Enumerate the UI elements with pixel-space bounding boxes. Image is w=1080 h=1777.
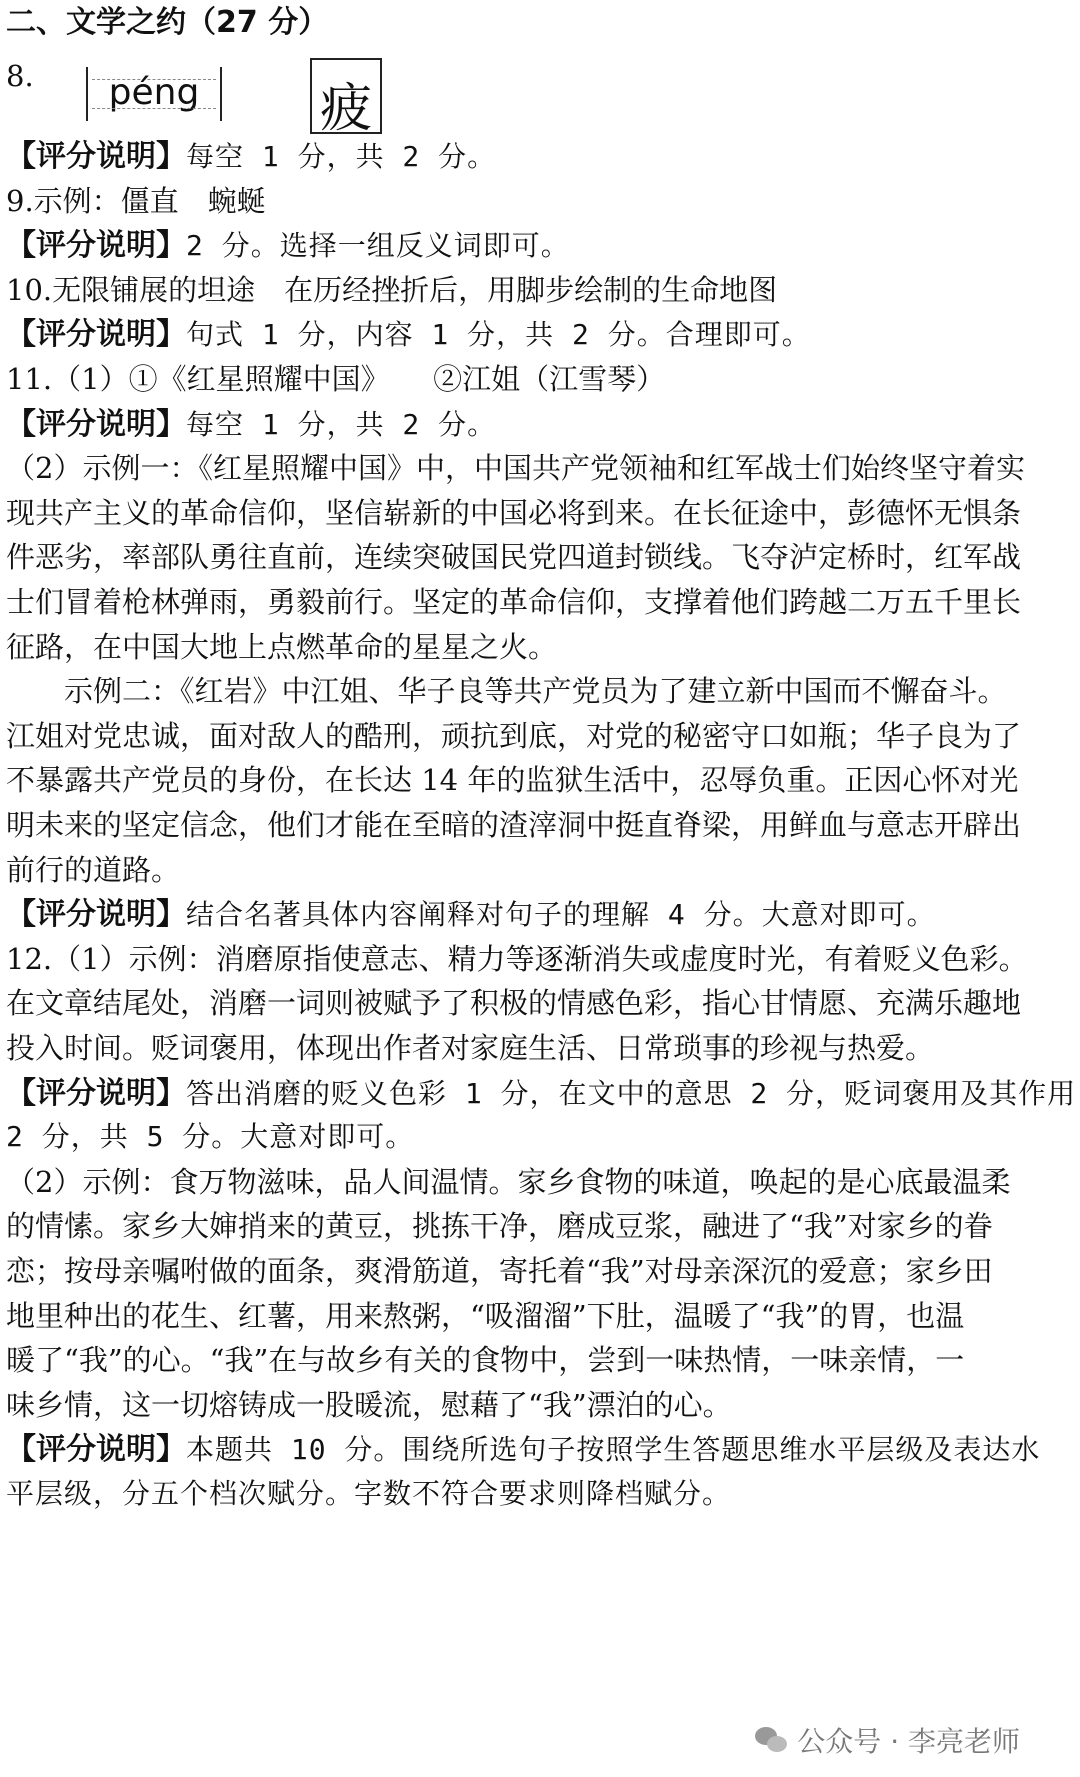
watermark xyxy=(755,1720,1020,1760)
answer-line: 10.无限铺展的坦途 在历经挫折后，用脚步绘制的生命地图 xyxy=(6,273,778,307)
pinyin-answer: péng xyxy=(108,72,200,113)
scoring-note-text: 每空 1 分，共 2 分。 xyxy=(186,140,497,173)
scoring-note-text: 结合名著具体内容阐释对句子的理解 4 分。大意对即可。 xyxy=(186,898,936,931)
answer-line: 士们冒着枪林弹雨，勇毅前行。坚定的革命信仰，支撑着他们跨越二万五千里长 xyxy=(6,585,1022,619)
answer-line: 地里种出的花生、红薯，用来熬粥，“吸溜溜”下肚，温暖了“我”的胃，也温 xyxy=(6,1299,965,1333)
scoring-note-text: 答出消磨的贬义色彩 1 分，在文中的意思 2 分，贬词褒用及其作用 xyxy=(186,1077,1077,1110)
scoring-note-label: 【评分说明】 xyxy=(6,139,186,174)
answer-line: 现共产主义的革命信仰，坚信崭新的中国必将到来。在长征途中，彭德怀无惧条 xyxy=(6,496,1022,530)
scoring-note-label: 【评分说明】 xyxy=(6,897,186,932)
scoring-note xyxy=(6,898,936,933)
character-box xyxy=(310,58,382,139)
pinyin-box xyxy=(86,67,222,121)
scoring-note-text: 句式 1 分，内容 1 分，共 2 分。合理即可。 xyxy=(186,318,811,351)
answer-line: 9.示例：僵直 蜿蜒 xyxy=(6,184,266,218)
scoring-note xyxy=(6,318,811,353)
answer-line: 暖了“我”的心。“我”在与故乡有关的食物中，尝到一味热情，一味亲情，一 xyxy=(6,1343,965,1377)
scoring-note-label: 【评分说明】 xyxy=(6,317,186,352)
answer-line: 江姐对党忠诚，面对敌人的酷刑，顽抗到底，对党的秘密守口如瓶；华子良为了 xyxy=(6,719,1022,753)
scoring-note-label: 【评分说明】 xyxy=(6,228,186,263)
scoring-note-text: 每空 1 分，共 2 分。 xyxy=(186,408,497,441)
scoring-note xyxy=(6,229,570,264)
scoring-note xyxy=(6,1077,1076,1112)
answer-line: 味乡情，这一切熔铸成一股暖流，慰藉了“我”漂泊的心。 xyxy=(6,1388,732,1422)
answer-line: （2）示例一：《红星照耀中国》中，中国共产党领袖和红军战士们始终坚守着实 xyxy=(6,451,1025,485)
answer-line: 投入时间。贬词褒用，体现出作者对家庭生活、日常琐事的珍视与热爱。 xyxy=(6,1031,935,1065)
answer-line: 示例二：《红岩》中江姐、华子良等共产党员为了建立新中国而不懈奋斗。 xyxy=(64,674,1007,708)
scoring-note-label: 【评分说明】 xyxy=(6,407,186,442)
scoring-note-label: 【评分说明】 xyxy=(6,1076,186,1111)
answer-line: 恋；按母亲嘱咐做的面条，爽滑筋道，寄托着“我”对母亲深沉的爱意；家乡田 xyxy=(6,1254,993,1288)
answer-line: 不暴露共产党员的身份，在长达 14 年的监狱生活中，忍辱负重。正因心怀对光 xyxy=(6,763,1019,797)
wechat-icon xyxy=(755,1725,789,1755)
q8-number: 8. xyxy=(6,59,34,93)
answer-line: 在文章结尾处，消磨一词则被赋予了积极的情感色彩，指心甘情愿、充满乐趣地 xyxy=(6,986,1022,1020)
scoring-note xyxy=(6,1433,1040,1468)
scoring-note-text: 本题共 10 分。围绕所选句子按照学生答题思维水平层级及表达水 xyxy=(186,1433,1041,1466)
answer-line: 11.（1）①《红星照耀中国》 ②江姐（江雪琴） xyxy=(6,362,666,396)
scoring-note-label: 【评分说明】 xyxy=(6,1432,186,1467)
scoring-note-text: 2 分。选择一组反义词即可。 xyxy=(186,229,570,262)
character-answer: 疲 xyxy=(319,79,372,139)
scoring-note xyxy=(6,140,496,175)
answer-line: （2）示例：食万物滋味，品人间温情。家乡食物的味道，唤起的是心底最温柔 xyxy=(6,1165,1011,1199)
section-title: 二、文学之约（27 分） xyxy=(6,5,329,40)
scoring-note xyxy=(6,408,496,443)
answer-line: 前行的道路。 xyxy=(6,853,181,887)
answer-line: 12.（1）示例：消磨原指使意志、精力等逐渐消失或虚度时光，有着贬义色彩。 xyxy=(6,942,1028,976)
answer-line: 明未来的坚定信念，他们才能在至暗的渣滓洞中挺直脊梁，用鲜血与意志开辟出 xyxy=(6,808,1022,842)
answer-line: 的情愫。家乡大婶捎来的黄豆，挑拣干净，磨成豆浆，融进了“我”对家乡的眷 xyxy=(6,1209,993,1243)
answer-line: 件恶劣，率部队勇往直前，连续突破国民党四道封锁线。飞夺泸定桥时，红军战 xyxy=(6,540,1022,574)
answer-line: 征路，在中国大地上点燃革命的星星之火。 xyxy=(6,630,558,664)
watermark-text: 公众号 · 李亮老师 xyxy=(797,1725,1020,1758)
scoring-note-continuation: 2 分，共 5 分。大意对即可。 xyxy=(6,1120,415,1153)
scoring-note-continuation: 平层级，分五个档次赋分。字数不符合要求则降档赋分。 xyxy=(6,1477,732,1510)
